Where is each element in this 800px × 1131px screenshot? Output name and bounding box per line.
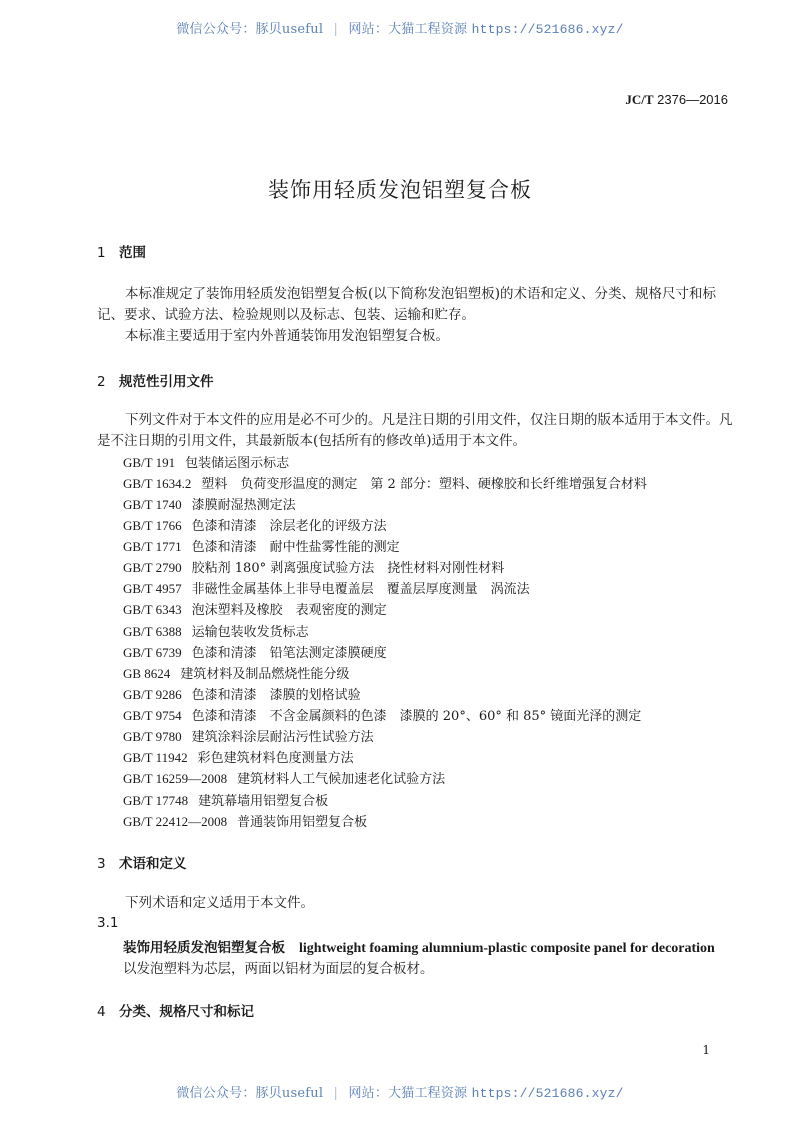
- watermark-site-label: 网站：大猫工程资源: [348, 1086, 468, 1101]
- reference-code: GB/T 1634.2: [123, 476, 192, 491]
- section-4-heading: [97, 1000, 254, 1020]
- section-1-paragraph-2: 本标准主要适用于室内外普通装饰用发泡铝塑复合板。: [125, 328, 449, 344]
- reference-code: GB/T 6739: [123, 645, 182, 660]
- reference-title: 建筑涂料涂层耐沾污性试验方法: [191, 730, 374, 745]
- reference-code: GB/T 9780: [123, 729, 182, 744]
- term-chinese: 装饰用轻质发泡铝塑复合板: [123, 940, 285, 956]
- reference-code: GB/T 9286: [123, 687, 182, 702]
- reference-title: 色漆和清漆 耐中性盐雾性能的测定: [191, 540, 400, 555]
- reference-title: 色漆和清漆 铅笔法测定漆膜硬度: [191, 646, 387, 661]
- section-1-paragraph-1: 本标准规定了装饰用轻质发泡铝塑复合板(以下简称发泡铝塑板)的术语和定义、分类、规格尺寸和标记、要求、试验方法、检验规则以及标志、包装、运输和贮存。: [97, 286, 717, 323]
- reference-code: GB/T 2790: [123, 560, 182, 575]
- watermark-wechat: 微信公众号：豚贝useful: [176, 1086, 324, 1101]
- reference-item: [123, 642, 387, 661]
- reference-code: GB/T 1771: [123, 539, 182, 554]
- reference-code: GB/T 16259—2008: [123, 771, 228, 786]
- reference-title: 漆膜耐湿热测定法: [191, 498, 296, 513]
- reference-item: [123, 473, 647, 492]
- term-3-1: [123, 936, 715, 957]
- reference-title: 建筑幕墙用铝塑复合板: [198, 794, 329, 809]
- reference-item: [123, 663, 349, 682]
- reference-code: GB/T 17748: [123, 793, 189, 808]
- reference-item: [123, 768, 445, 787]
- reference-item: [123, 536, 400, 555]
- section-2-paragraph-1: 下列文件对于本文件的应用是必不可少的。凡是注日期的引用文件，仅注日期的版本适用于本文件。凡是不注日期的引用文件，其最新版本(包括所有的修改单)适用于本文件。: [97, 412, 733, 449]
- reference-title: 非磁性金属基体上非导电覆盖层 覆盖层厚度测量 涡流法: [191, 582, 530, 597]
- document-id-number: 2376—2016: [657, 92, 728, 107]
- reference-title: 彩色建筑材料色度测量方法: [197, 751, 354, 766]
- reference-code: GB/T 4957: [123, 581, 182, 596]
- reference-title: 色漆和清漆 漆膜的划格试验: [191, 688, 361, 703]
- watermark-site-label: 网站：大猫工程资源: [348, 22, 468, 37]
- watermark-top: [0, 18, 800, 37]
- section-title: 规范性引用文件: [119, 374, 214, 390]
- reference-item: [123, 811, 367, 830]
- reference-code: GB/T 1740: [123, 497, 182, 512]
- watermark-bottom: [0, 1082, 800, 1101]
- section-2-heading: [97, 370, 214, 390]
- reference-item: [123, 705, 641, 724]
- reference-code: GB/T 9754: [123, 708, 182, 723]
- reference-title: 运输包装收发货标志: [191, 625, 309, 640]
- reference-code: GB/T 191: [123, 455, 176, 470]
- section-3-paragraph-1: 下列术语和定义适用于本文件。: [125, 895, 314, 911]
- reference-code: GB/T 11942: [123, 750, 188, 765]
- reference-item: [123, 557, 504, 576]
- reference-title: 建筑材料人工气候加速老化试验方法: [237, 772, 446, 787]
- section-number: 3: [97, 856, 106, 872]
- reference-title: 塑料 负荷变形温度的测定 第 2 部分：塑料、硬橡胶和长纤维增强复合材料: [201, 477, 647, 492]
- watermark-wechat: 微信公众号：豚贝useful: [176, 22, 324, 37]
- reference-item: [123, 747, 354, 766]
- section-title: 术语和定义: [119, 856, 187, 872]
- reference-item: [123, 621, 309, 640]
- reference-title: 胶粘剂 180° 剥离强度试验方法 挠性材料对刚性材料: [191, 561, 505, 576]
- reference-item: [123, 515, 387, 534]
- page-number: 1: [702, 1043, 710, 1057]
- term-3-1-definition: 以发泡塑料为芯层，两面以铝材为面层的复合板材。: [123, 961, 434, 977]
- section-number: 4: [97, 1004, 106, 1020]
- reference-title: 建筑材料及制品燃烧性能分级: [180, 667, 350, 682]
- reference-item: [123, 726, 374, 745]
- reference-title: 泡沫塑料及橡胶 表观密度的测定: [191, 603, 387, 618]
- reference-item: [123, 494, 296, 513]
- reference-title: 普通装饰用铝塑复合板: [237, 815, 368, 830]
- reference-code: GB/T 1766: [123, 518, 182, 533]
- watermark-separator: |: [333, 22, 339, 37]
- term-english: lightweight foaming alumnium-plastic composite panel for decoration: [299, 941, 715, 956]
- reference-code: GB/T 6343: [123, 602, 182, 617]
- reference-item: [123, 684, 361, 703]
- term-3-1-number: 3.1: [97, 915, 119, 931]
- section-number: 2: [97, 374, 106, 390]
- watermark-url[interactable]: https://521686.xyz/: [471, 22, 624, 37]
- watermark-url[interactable]: https://521686.xyz/: [471, 1086, 624, 1101]
- reference-item: [123, 790, 328, 809]
- document-id: [625, 92, 728, 108]
- section-1-heading: [97, 241, 146, 261]
- document-id-prefix: JC/T: [625, 92, 654, 107]
- section-number: 1: [97, 245, 106, 261]
- reference-code: GB 8624: [123, 666, 171, 681]
- page-title: 装饰用轻质发泡铝塑复合板: [268, 178, 532, 202]
- reference-code: GB/T 6388: [123, 624, 182, 639]
- section-title: 分类、规格尺寸和标记: [119, 1004, 254, 1020]
- reference-title: 包装储运图示标志: [185, 456, 290, 471]
- reference-item: [123, 578, 530, 597]
- section-3-heading: [97, 852, 187, 872]
- watermark-separator: |: [333, 1086, 339, 1101]
- reference-code: GB/T 22412—2008: [123, 814, 228, 829]
- section-title: 范围: [119, 245, 146, 261]
- reference-item: [123, 452, 289, 471]
- reference-item: [123, 599, 387, 618]
- reference-title: 色漆和清漆 涂层老化的评级方法: [191, 519, 387, 534]
- reference-title: 色漆和清漆 不含金属颜料的色漆 漆膜的 20°、60° 和 85° 镜面光泽的测定: [191, 709, 642, 724]
